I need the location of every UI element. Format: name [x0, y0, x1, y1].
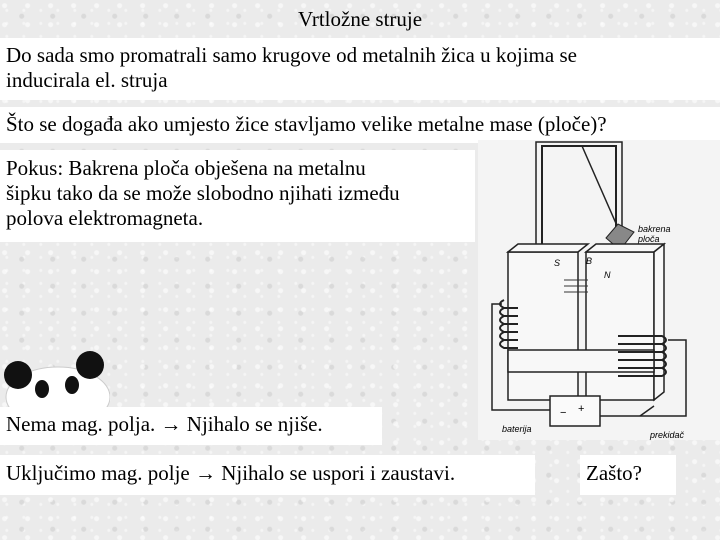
experiment-line-2: šipku tako da se može slobodno njihati između [6, 181, 400, 205]
panda-image [0, 345, 110, 410]
intro-line-2: inducirala el. struja [6, 68, 168, 92]
battery-minus-label: − [560, 407, 567, 419]
field-b-label: B [586, 256, 593, 266]
intro-line-1: Do sada smo promatrali samo krugove od metalnih žica u kojima se [6, 43, 577, 67]
experiment-line-3: polova elektromagneta. [6, 206, 204, 230]
electromagnet-pendulum-diagram [478, 140, 720, 440]
experiment-line-1: Pokus: Bakrena ploča obješena na metalnu [6, 156, 366, 180]
battery-plus-label: + [578, 403, 585, 415]
battery-label: baterija [502, 424, 532, 434]
question-paragraph: Što se događa ako umjesto žice stavljamo velike metalne mase (ploče)? [0, 107, 720, 143]
intro-paragraph [0, 38, 720, 100]
pole-n-label: N [604, 270, 611, 280]
switch-icon [640, 406, 654, 416]
pole-s-label: S [554, 258, 561, 268]
experiment-paragraph [0, 150, 475, 242]
plate-label-2: ploča [638, 234, 660, 244]
slide-title: Vrtložne struje [297, 7, 423, 31]
battery-icon [550, 396, 600, 426]
no-field-paragraph: Nema mag. polja. → Njihalo se njiše. [0, 407, 382, 445]
field-on-paragraph: Uključimo mag. polje → Njihalo se uspori i zaustavi. [0, 455, 535, 495]
switch-label: prekidač [650, 430, 685, 440]
plate-label-1: bakrena [638, 224, 671, 234]
why-question: Zašto? [580, 455, 676, 495]
